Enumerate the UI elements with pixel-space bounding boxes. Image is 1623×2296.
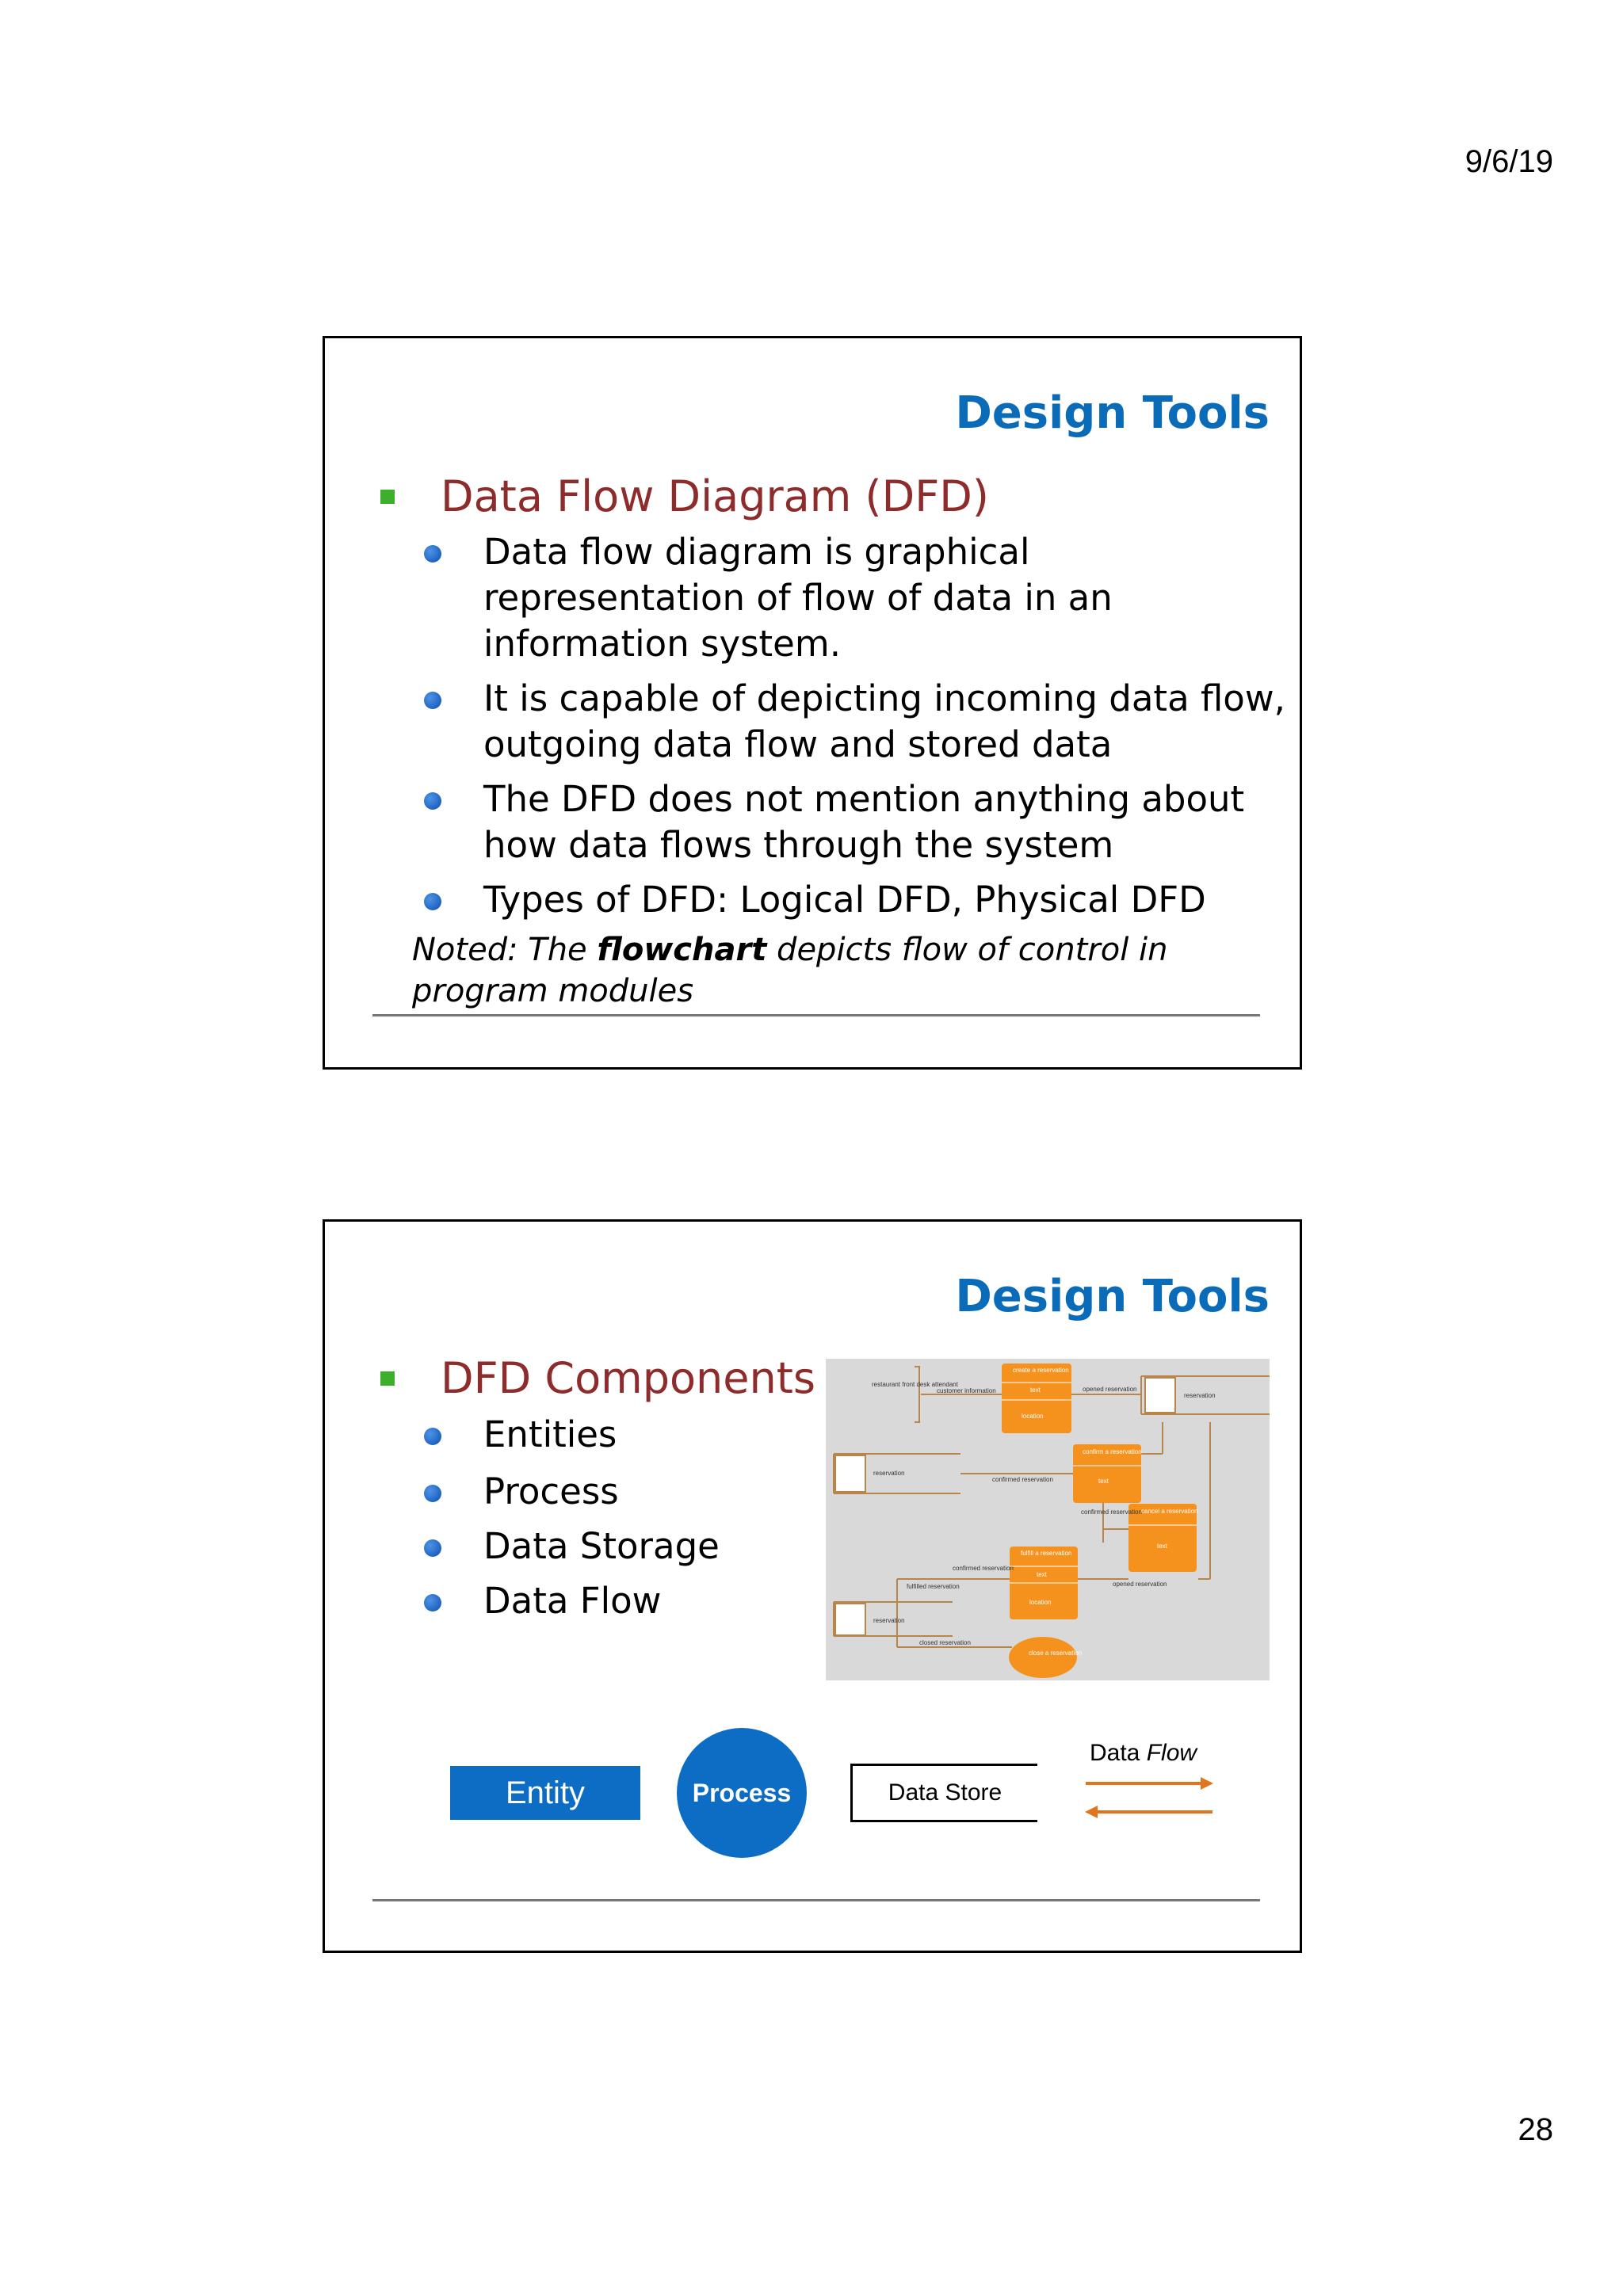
dfd-label: fulfill a reservation bbox=[1021, 1550, 1072, 1557]
dfd-label: restaurant front desk attendant bbox=[872, 1381, 958, 1388]
dfd-label: confirmed reservation bbox=[992, 1476, 1053, 1483]
legend-data-store: Data Store bbox=[850, 1764, 1037, 1822]
page-number: 28 bbox=[1518, 2112, 1553, 2147]
sub-bullet-list bbox=[420, 1412, 720, 1624]
dfd-label: reservation bbox=[873, 1617, 905, 1624]
main-bullet-label: DFD Components bbox=[441, 1353, 816, 1403]
bullet-dot-icon bbox=[424, 545, 441, 563]
dfd-label: text bbox=[1098, 1478, 1109, 1485]
square-bullet-icon bbox=[380, 1371, 395, 1386]
header-date: 9/6/19 bbox=[1465, 144, 1553, 179]
bullet-dot-icon bbox=[424, 893, 441, 910]
dfd-label: opened reservation bbox=[1083, 1386, 1137, 1393]
dfd-label: confirm a reservation bbox=[1083, 1448, 1142, 1455]
dfd-label: text bbox=[1030, 1386, 1041, 1394]
list-item: Types of DFD: Logical DFD, Physical DFD bbox=[420, 877, 1300, 923]
list-item: Process bbox=[420, 1469, 720, 1515]
slide-2 bbox=[323, 1219, 1302, 1953]
list-item: The DFD does not mention anything about how data flows through the system bbox=[420, 776, 1300, 868]
slide-title: Design Tools bbox=[955, 387, 1270, 439]
list-item: Entities bbox=[420, 1412, 720, 1458]
dfd-label: close a reservation bbox=[1029, 1650, 1083, 1657]
dfd-label: location bbox=[1029, 1599, 1052, 1606]
dfd-label: fulfilled reservation bbox=[907, 1583, 960, 1590]
list-item: It is capable of depicting incoming data flow, outgoing data flow and stored data bbox=[420, 676, 1300, 768]
list-item: Data Storage bbox=[420, 1524, 720, 1569]
dfd-label: cancel a reservation bbox=[1141, 1508, 1198, 1515]
main-bullet bbox=[380, 471, 989, 521]
dfd-example-diagram bbox=[826, 1359, 1270, 1680]
dfd-label: confirmed reservation bbox=[953, 1565, 1014, 1572]
sub-bullet-list bbox=[420, 529, 1300, 923]
legend-process-circle: Process bbox=[677, 1728, 807, 1858]
data-flow-arrows-icon bbox=[1082, 1774, 1216, 1821]
bullet-dot-icon bbox=[424, 1539, 441, 1557]
slide-1 bbox=[323, 336, 1302, 1070]
main-bullet bbox=[380, 1353, 815, 1403]
dfd-label: customer information bbox=[937, 1387, 996, 1394]
dfd-label: reservation bbox=[873, 1470, 905, 1477]
dfd-label: opened reservation bbox=[1113, 1581, 1167, 1588]
list-item: Data Flow bbox=[420, 1578, 720, 1624]
bullet-dot-icon bbox=[424, 1594, 441, 1611]
bullet-dot-icon bbox=[424, 792, 441, 810]
divider bbox=[372, 1899, 1260, 1901]
legend-data-flow-label: Data Flow bbox=[1090, 1740, 1197, 1766]
dfd-diagram-lines bbox=[826, 1359, 1270, 1680]
note-text: Noted: The flowchart depicts flow of control in program modules bbox=[412, 932, 1168, 1009]
dfd-label: reservation bbox=[1184, 1392, 1216, 1399]
bullet-dot-icon bbox=[424, 1485, 441, 1502]
dfd-label: closed reservation bbox=[919, 1639, 971, 1646]
divider bbox=[372, 1014, 1260, 1016]
dfd-label: confirmed reservation bbox=[1081, 1508, 1142, 1516]
dfd-label: text bbox=[1157, 1543, 1167, 1550]
slide-title: Design Tools bbox=[955, 1271, 1270, 1322]
bullet-dot-icon bbox=[424, 692, 441, 709]
square-bullet-icon bbox=[380, 490, 395, 504]
list-item: Data flow diagram is graphical representation of flow of data in an information system. bbox=[420, 529, 1300, 667]
main-bullet-label: Data Flow Diagram (DFD) bbox=[441, 471, 989, 521]
dfd-label: create a reservation bbox=[1013, 1367, 1069, 1374]
dfd-label: text bbox=[1037, 1571, 1047, 1578]
bullet-dot-icon bbox=[424, 1428, 441, 1445]
dfd-label: location bbox=[1022, 1413, 1044, 1420]
legend-entity-box: Entity bbox=[450, 1766, 640, 1820]
